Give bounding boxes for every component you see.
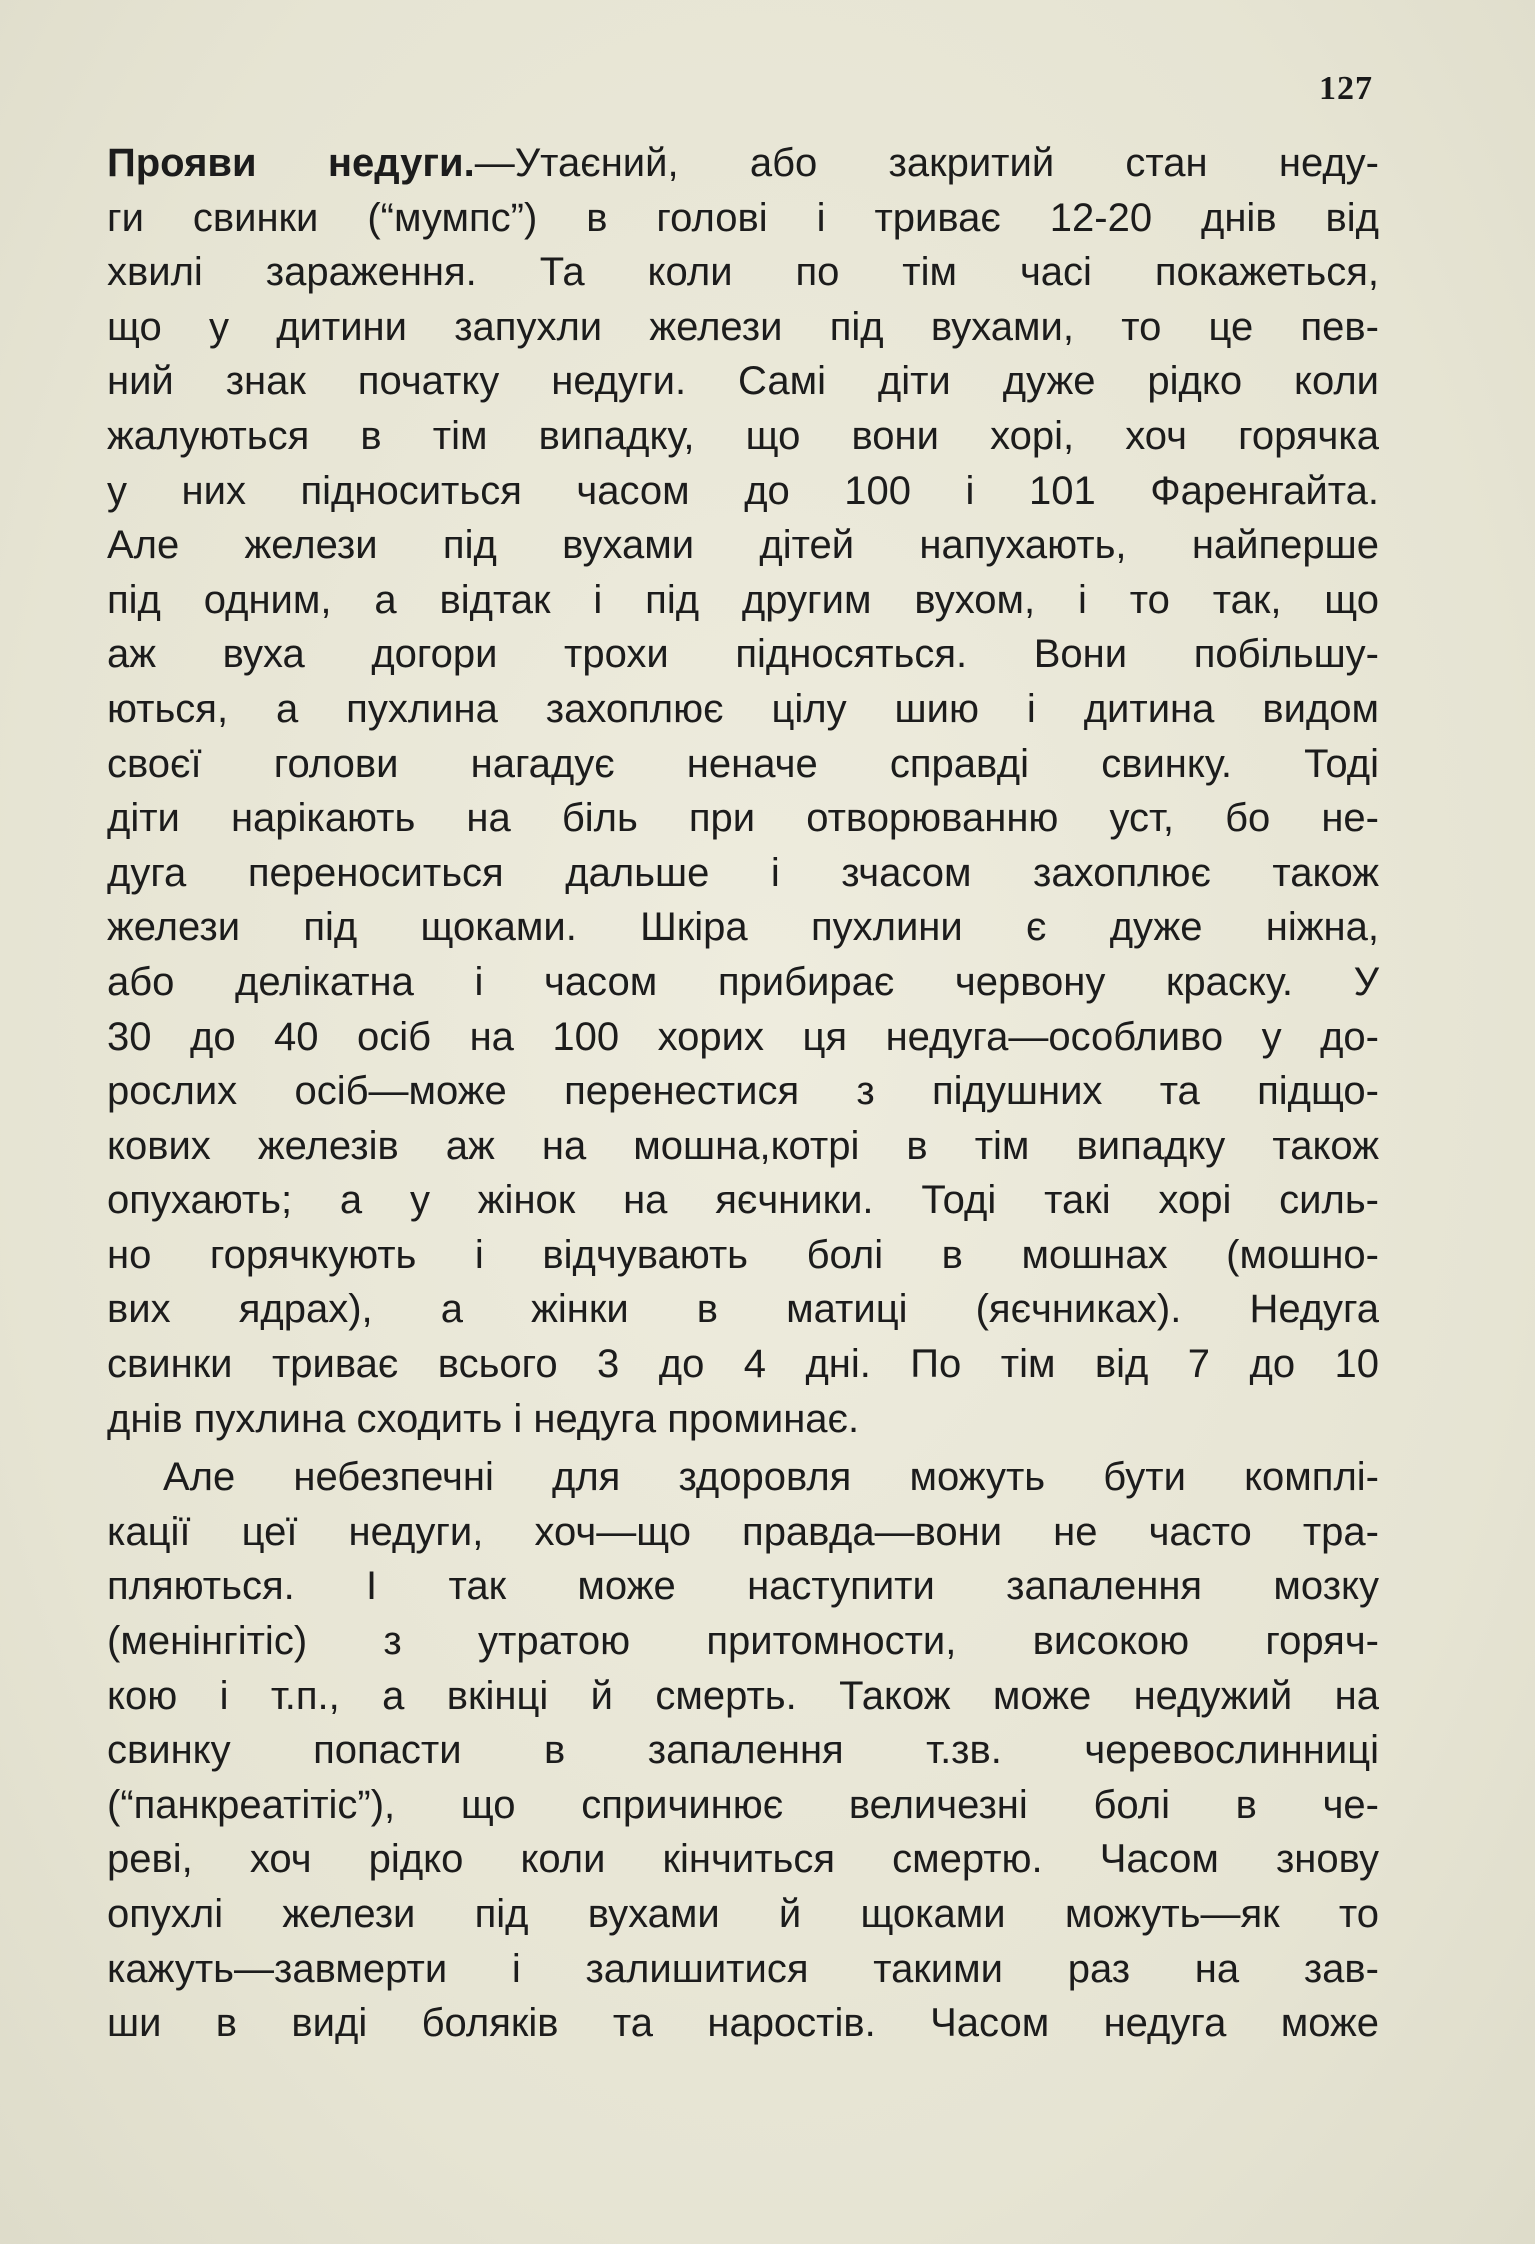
text-line: хвилі зараження. Та коли по тім часі покажеться,: [107, 250, 1379, 295]
page-number: 127: [1319, 70, 1373, 107]
text-line: но горячкують і відчувають болі в мошнах (мошно-: [107, 1232, 1379, 1277]
text-line: дуга переноситься дальше і зчасом захоплює також: [107, 850, 1379, 895]
text-line: аж вуха догори трохи підносяться. Вони побільшу-: [107, 632, 1379, 677]
text-line: під одним, а відтак і під другим вухом, і то так, що: [107, 577, 1379, 622]
body-text: [107, 136, 1379, 2051]
text-line: рослих осіб—може перенестися з підушних та підщо-: [107, 1069, 1379, 1114]
text-line: кових железів аж на мошна,котрі в тім випадку також: [107, 1123, 1379, 1168]
text-line: у них підноситься часом до 100 і 101 Фаренгайта.: [107, 468, 1379, 513]
paragraph-symptoms: [107, 136, 1379, 1446]
text-line: желези під щоками. Шкіра пухлини є дуже ніжна,: [107, 905, 1379, 950]
paragraph-complications: [107, 1450, 1379, 2051]
text-line: опухають; а у жінок на яєчники. Тоді такі хорі силь-: [107, 1178, 1379, 1223]
text-line: або делікатна і часом прибирає червону краску. У: [107, 959, 1379, 1004]
section-heading: Прояви недуги.: [107, 141, 475, 185]
text-line: свинки триває всього 3 до 4 дні. По тім від 7 до 10: [107, 1342, 1379, 1387]
text-line: (“панкреатітіс”), що спричинює величезні болі в че-: [107, 1782, 1379, 1827]
text-line: своєї голови нагадує неначе справді свинку. Тоді: [107, 741, 1379, 786]
text-line: ги свинки (“мумпс”) в голові і триває 12-20 днів від: [107, 195, 1379, 240]
text-line: пляються. І так може наступити запалення мозку: [107, 1564, 1379, 1609]
text-line: діти нарікають на біль при отворюванню уст, бо не-: [107, 796, 1379, 841]
text-line: ний знак початку недуги. Самі діти дуже рідко коли: [107, 359, 1379, 404]
text-line: Але желези під вухами дітей напухають, найперше: [107, 523, 1379, 568]
text-line: опухлі желези під вухами й щоками можуть—як то: [107, 1892, 1379, 1936]
text-line: реві, хоч рідко коли кінчиться смертю. Часом знову: [107, 1837, 1379, 1882]
text-line: Але небезпечні для здоровля можуть бути комплі-: [163, 1455, 1379, 1500]
text-line: ши в виді боляків та наростів. Часом недуга може: [107, 2001, 1379, 2046]
text-line: кою і т.п., а вкінці й смерть. Також може недужий на: [107, 1673, 1379, 1718]
text-line: що у дитини запухли желези під вухами, то це пев-: [107, 304, 1379, 349]
text-line: (менінгітіс) з утратою притомности, високою горяч-: [107, 1619, 1379, 1664]
text-line: жалуються в тім випадку, що вони хорі, хоч горячка: [107, 413, 1379, 458]
text-line: кажуть—завмерти і залишитися такими раз на зав-: [107, 1946, 1379, 1991]
text-line: Прояви недуги.—Утаєний, або закритий стан неду-: [107, 141, 1379, 185]
text-line: 30 до 40 осіб на 100 хорих ця недуга—особливо у до-: [107, 1014, 1379, 1059]
text-line: кації цеї недуги, хоч—що правда—вони не часто тра-: [107, 1509, 1379, 1554]
text-line: вих ядрах), а жінки в матиці (яєчниках). Недуга: [107, 1287, 1379, 1332]
text-line: ються, а пухлина захоплює цілу шию і дитина видом: [107, 686, 1379, 731]
text-line: свинку попасти в запалення т.зв. черевослинниці: [107, 1728, 1379, 1773]
text-line: днів пухлина сходить і недуга проминає.: [107, 1396, 860, 1441]
